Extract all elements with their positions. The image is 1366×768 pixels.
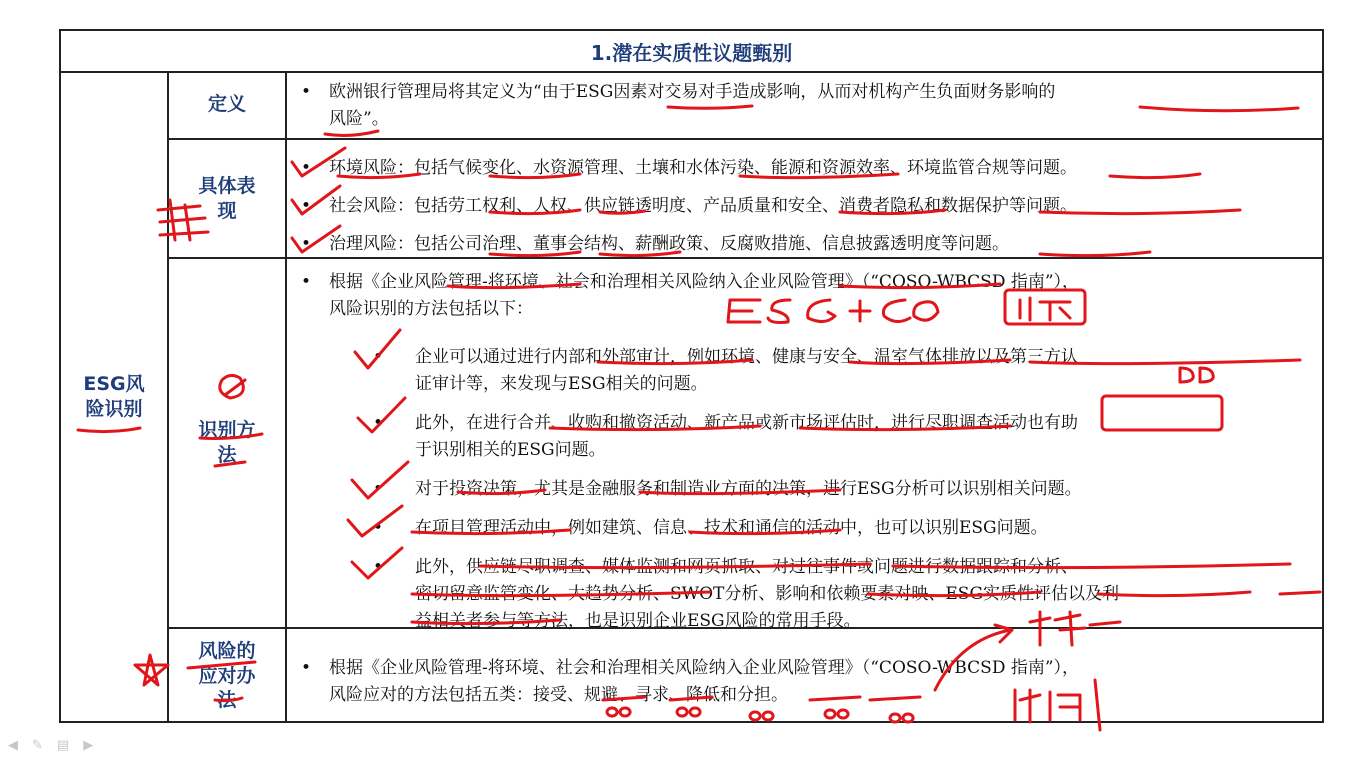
row-label-methods xyxy=(169,259,285,627)
row-label-manifestation xyxy=(169,140,285,257)
method-item xyxy=(289,554,1324,635)
row-label-text: 具体表现 xyxy=(198,174,256,222)
bullet: • xyxy=(373,479,384,499)
list-item xyxy=(289,79,1319,133)
row-label-text: 定义 xyxy=(207,93,246,116)
page-title: 1.潜在实质性议题甄别 xyxy=(61,31,1322,73)
response-text: 风险应对的方法包括五类：接受、规避、寻求、降低和分担。 xyxy=(329,685,788,705)
method-text: 此外，在进行合并、收购和撤资活动、新产品或新市场评估时，进行尽职调查活动也有助 xyxy=(415,413,1078,433)
response-text: 根据《企业风险管理-将环境、社会和治理相关风险纳入企业风险管理》（“COSO-WBCSD 指南”）， xyxy=(329,658,1080,678)
row-label-response xyxy=(169,629,285,723)
method-text: 于识别相关的ESG问题。 xyxy=(415,440,606,460)
slide-nav-toolbar xyxy=(8,738,93,753)
method-item xyxy=(289,515,1324,542)
list-item xyxy=(289,187,1324,225)
list-item xyxy=(289,225,1324,263)
method-text: 对于投资决策，尤其是金融服务和制造业方面的决策，进行ESG分析可以识别相关问题。 xyxy=(415,479,1082,499)
environment-risk-text: 环境风险：包括气候变化、水资源管理、土壤和水体污染、能源和资源效率、环境监管合规等问题。 xyxy=(329,158,1077,178)
pen-icon[interactable]: ✎ xyxy=(32,738,43,753)
next-icon[interactable]: ▶ xyxy=(83,738,94,753)
divider xyxy=(285,71,287,723)
definition-text: 风险”。 xyxy=(329,109,389,129)
row-label-text: 识别方法 xyxy=(198,419,256,466)
method-text: 密切留意监管变化、大趋势分析、SWOT分析、影响和依赖要素对映、ESG实质性评估以及利 xyxy=(415,584,1120,604)
manifestation-content xyxy=(289,149,1324,263)
list-item xyxy=(289,149,1324,187)
section-label-text: ESG风险识别 xyxy=(83,373,145,420)
section-label xyxy=(61,71,167,723)
bullet: • xyxy=(373,347,384,367)
response-content xyxy=(289,655,1324,709)
method-text: 企业可以通过进行内部和外部审计，例如环境、健康与安全、温室气体排放以及第三方认 xyxy=(415,347,1078,367)
method-item xyxy=(289,344,1324,398)
bullet: • xyxy=(373,557,384,577)
method-text: 在项目管理活动中，例如建筑、信息、技术和通信的活动中，也可以识别ESG问题。 xyxy=(415,518,1048,538)
prev-icon[interactable]: ◀ xyxy=(8,738,18,753)
row-label-text: 风险的应对办法 xyxy=(198,639,256,712)
governance-risk-text: 治理风险：包括公司治理、董事会结构、薪酬政策、反腐败措施、信息披露透明度等问题。 xyxy=(329,234,1009,254)
methods-intro: 风险识别的方法包括以下： xyxy=(329,299,533,319)
method-text: 证审计等，来发现与ESG相关的问题。 xyxy=(415,374,708,394)
definition-text: 欧洲银行管理局将其定义为“由于ESG因素对交易对手造成影响，从而对机构产生负面财务影响的 xyxy=(329,82,1056,102)
bullet: • xyxy=(301,196,312,216)
bullet: • xyxy=(373,518,384,538)
social-risk-text: 社会风险：包括劳工权利、人权、供应链透明度、产品质量和安全、消费者隐私和数据保护等问题。 xyxy=(329,196,1077,216)
bullet: • xyxy=(301,272,312,292)
method-item xyxy=(289,476,1324,503)
menu-icon[interactable]: ▤ xyxy=(56,738,70,753)
content-slide xyxy=(59,29,1324,723)
method-text: 此外，供应链尽职调查、媒体监测和网页抓取、对过往事件或问题进行数据跟踪和分析、 xyxy=(415,557,1078,577)
bullet: • xyxy=(301,658,312,678)
bullet: • xyxy=(301,158,312,178)
definition-content xyxy=(289,79,1319,133)
bullet: • xyxy=(301,82,312,102)
methods-content xyxy=(289,269,1324,635)
list-item xyxy=(289,269,1324,323)
methods-intro: 根据《企业风险管理-将环境、社会和治理相关风险纳入企业风险管理》（“COSO-WBCSD 指南”）， xyxy=(329,272,1080,292)
bullet: • xyxy=(373,413,384,433)
list-item xyxy=(289,655,1324,709)
divider xyxy=(167,138,1324,140)
row-label-definition xyxy=(169,71,285,138)
method-item xyxy=(289,410,1324,464)
bullet: • xyxy=(301,234,312,254)
method-text: 益相关者参与等方法，也是识别企业ESG风险的常用手段。 xyxy=(415,611,861,631)
